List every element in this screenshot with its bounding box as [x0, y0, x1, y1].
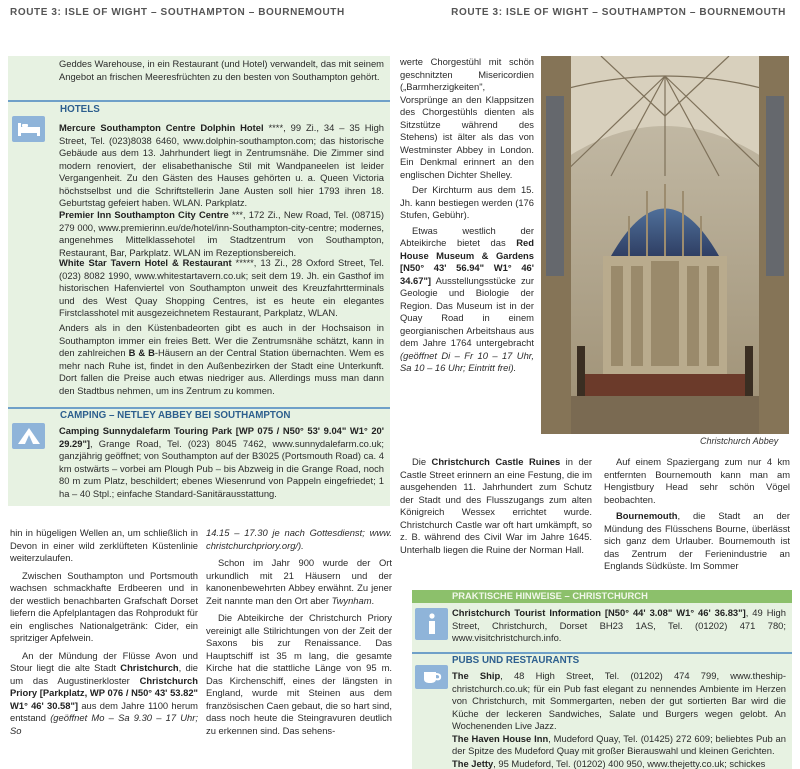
camping-heading: CAMPING – NETLEY ABBEY BEI SOUTHAMPTON: [60, 410, 291, 421]
tourist-info-name: Christchurch Tourist Information [N50° 44' 3.08" W1° 46' 36.83"]: [452, 607, 746, 618]
hotel-entry-1: [59, 122, 384, 210]
hotel-details: ***, 172 Zi., New Road, Tel. (08715) 279 000, www.premierinn.eu/de/hotel/inn-Southampton-city-centre; modernes, angenehmes Mittelklassehotel im Stadtzentrum von Southampton, Restaurant, Bar, Parkplatz. WLAN im Rezeptionsbereich.: [59, 209, 384, 258]
bed-icon: [12, 116, 45, 142]
paragraph: Bournemouth, die Stadt an der Mündung des Flüsschens Bourne, überlässt sich ganz dem Urlauber. Bournemouth ist das Zentrum der Ferienindustrie an Englands Südküste. Im Sommer: [604, 510, 790, 571]
paragraph: 14.15 – 17.30 je nach Gottesdienst; www. christchurchpriory.org/).: [206, 527, 392, 551]
hotel-name: Mercure Southampton Centre Dolphin Hotel: [59, 122, 264, 133]
pubs-list: [452, 670, 786, 769]
hotels-heading: HOTELS: [60, 104, 100, 115]
paragraph: hin in hügeligen Wellen an, um schließlich in Devon in einer wild zerklüfteten Küstenlinie weiterzulaufen.: [10, 527, 198, 563]
pub-entry: The Jetty, 95 Mudeford, Tel. (01202) 400 950, www.thejetty.co.uk; schickes: [452, 757, 766, 769]
camping-entry: [59, 425, 384, 500]
divider: [412, 652, 792, 654]
paragraph: Zwischen Southampton und Portsmouth wachsen schmackhafte Erdbeeren und in der westlich benachbarten Grafschaft Dorset liefern die Apfelplantagen das Rohprodukt für ein englisches Nationalgetränk: Cider, ein spritziger Apfelwein.: [10, 569, 198, 643]
practical-heading: PRAKTISCHE HINWEISE – CHRISTCHURCH: [452, 590, 648, 601]
hotel-entry-3: [59, 257, 384, 320]
paragraph: Schon im Jahr 900 wurde der Ort urkundlich mit 21 Häusern und der kanonenbewehrten Abbey erwähnt. Zu jener Zeit nannte man den Ort aber Twynham.: [206, 557, 392, 606]
tent-icon: [12, 423, 45, 449]
running-header-left: ROUTE 3: ISLE OF WIGHT – SOUTHAMPTON – BOURNEMOUTH: [10, 7, 345, 18]
hotel-name: White Star Tavern Hotel & Restaurant: [59, 257, 232, 268]
body-col4: [604, 456, 790, 573]
hotels-note: [59, 322, 384, 397]
paragraph: Etwas westlich der Abteikirche bietet das Red House Museum & Gardens [N50° 43' 56.94" W1° 46' 34.67"] Ausstellungsstücke zur Geologie und Biologie der Region. Das Museum ist in der Quay Road in einem georgianischen Arbeitshaus aus dem Jahre 1764 untergebracht (geöffnet Di – Fr 10 – 17 Uhr, Sa 10 – 16 Uhr; Eintritt frei).: [400, 224, 534, 373]
body-col1: [10, 527, 198, 737]
running-header-right: ROUTE 3: ISLE OF WIGHT – SOUTHAMPTON – BOURNEMOUTH: [451, 7, 786, 18]
cup-icon: [415, 665, 448, 689]
box-intro-text: Geddes Warehouse, in ein Restaurant (und Hotel) verwandelt, das mit seinem Angebot an frischen Meeresfrüchten zu den besten von Southampton gehört.: [59, 58, 384, 82]
bb-label: B & B: [128, 347, 155, 358]
tourist-info-details: , 49 High Street, Christchurch, Dorset BH23 1AS, Tel. (01202) 471 780; www.visitchristchurch.info.: [452, 607, 786, 643]
paragraph: werte Chorgestühl mit schön geschnitzten Misericordien („Barmherzigkeiten", Vorsprünge an den Klappsitzen des Chorgestühls dienten als Sitzstütze während des Stehens) ist älter als das von Westminster Abbey in London. Ein Denkmal erinnert an den englischen Dichter Shelley.: [400, 56, 534, 180]
body-col-mid: [400, 56, 534, 375]
paragraph: Auf einem Spaziergang zum nur 4 km entfernten Bournemouth kann man am Hengistbury Head sehr schön Vögel beobachten.: [604, 456, 790, 505]
note-text: Anders als in den Küstenbadeorten gibt es auch in der Hochsaison in Southampton immer ein freies Bett. Wer die Zentrumsnähe schätzt, kann in den zahlreichen: [59, 322, 384, 358]
tourist-info-entry: [452, 607, 786, 645]
pub-entry: The Haven House Inn, Mudeford Quay, Tel. (01425) 272 609; beliebtes Pub an der Spitze des Mudeford Quay mit großer Bierauswahl und kleinen Gerichten.: [452, 732, 786, 756]
photo-caption: Christchurch Abbey: [700, 436, 779, 446]
pub-entry: The Ship, 48 High Street, Tel. (01202) 474 799, www.theship-christchurch.co.uk; für ein Pub fast elegant zu nennendes Ambiente im Herzen von Christchurch, mit Sommergarten, neben der gut sortierten Bar wird die Küche der leckeren Sandwiches, Salate und Burgers wegen gelobt. An Wochenenden Live Jazz.: [452, 670, 786, 731]
camping-name: Camping Sunnydalefarm Touring Park [WP 075 / N50° 53' 9.04" W1° 20' 29.29"]: [59, 425, 384, 449]
hotel-details: ****, 99 Zi., 34 – 35 High Street, Tel. (023)8038 6460, www.dolphin-southampton.com; das historische Gebäude aus dem 13. Jahrhundert liegt in Zentrumsnähe. Die Zimmer sind modern renoviert, der elisabethanische Stil mit Wandpaneelen ist leider Vergangenheit. Zu den Gästen des Hauses gehörten u. a. Queen Victoria höchstselbst und die Schriftstellerin Jane Austen soll hier 1793 ihren 18. Geburtstag gefeiert haben. WLAN. Parkplatz.: [59, 122, 384, 208]
note-text: -Häusern an der Central Station übernachten. Wem es mehr nach Ruhe ist, findet in den Außenbezirken der Stadt eine Unterkunft. Dort fallen die Preise auch etwas niedriger aus. Allerdings muss man dann den Stadtbus nehmen, um ins Zentrum zu kommen.: [59, 347, 384, 396]
divider: [8, 100, 390, 102]
body-col3: Die Christchurch Castle Ruines in der Castle Street erinnern an eine Festung, die im ausgehenden 11. Jahrhundert zum Schutz der Stadt und des Flusszugangs zum alten Königreich Wessex errichtet wurde. Christchurch Castle war oft hart umkämpft, so z. B. während des Civil War im Jahre 1645. Unterhalb liegen die Ruine der Norman Hall.: [400, 456, 592, 555]
christchurch-abbey-photo: [541, 56, 789, 434]
hotel-details: *****, 13 Zi., 28 Oxford Street, Tel. (023) 8082 1990, www.whitestartavern.co.uk; seit dem 19. Jh. ein Gasthof im historischen Hafenviertel von Southampton unweit des Kreuzfahrtterminals und des West Quay Shopping Centres, ist es heute ein elegantes Firstclasshotel mit ausgezeichnetem Restaurant, Parkplatz, WLAN.: [59, 257, 384, 318]
info-icon: [415, 608, 448, 640]
paragraph: An der Mündung der Flüsse Avon und Stour liegt die alte Stadt Christchurch, die um das Augustinerkloster Christchurch Priory [Parkplatz, WP 076 / N50° 43' 53.82" W1° 46' 30.58"] aus dem Jahre 1100 herum entstand (geöffnet Mo – Sa 9.30 – 17 Uhr; So: [10, 649, 198, 736]
hotel-name: Premier Inn Southampton City Centre: [59, 209, 229, 220]
divider: [8, 407, 390, 409]
paragraph: Der Kirchturm aus dem 15. Jh. kann bestiegen werden (176 Stufen, Gebühr).: [400, 184, 534, 220]
camping-details: , Grange Road, Tel. (023) 8045 7462, www.sunnydalefarm.co.uk; ganzjährig geöffnet; von Southampton auf der B3025 (Portsmouth Road) ca. 4 km ostwärts – vorbei am Plough Pub – bis Abzweig in die Grange Road, noch 80 m zum Platz, beschildert; ebenes Wiesenrund von Pappeln eingefriedet; 1 ha – 40 Stpl.; einfache Standard-Sanitärausstattung.: [59, 437, 384, 499]
body-col2: [206, 527, 392, 737]
hotel-entry-2: [59, 209, 384, 259]
pubs-heading: PUBS UND RESTAURANTS: [452, 655, 580, 666]
paragraph: Die Abteikirche der Christchurch Priory vereinigt alle Stilrichtungen von der Zeit der Saxons bis zur Renaissance. Das Hauptschiff ist 35 m lang, die gesamte Kirche hat die stattliche Länge von 95 m. Das Kirchenschiff, eines der längsten in England, wurde mit Steinen aus dem französischen Caen gebaut, die so hart sind, dass noch heute die Steingravuren deutlich zu erkennen sind. Das sehens-: [206, 612, 392, 736]
